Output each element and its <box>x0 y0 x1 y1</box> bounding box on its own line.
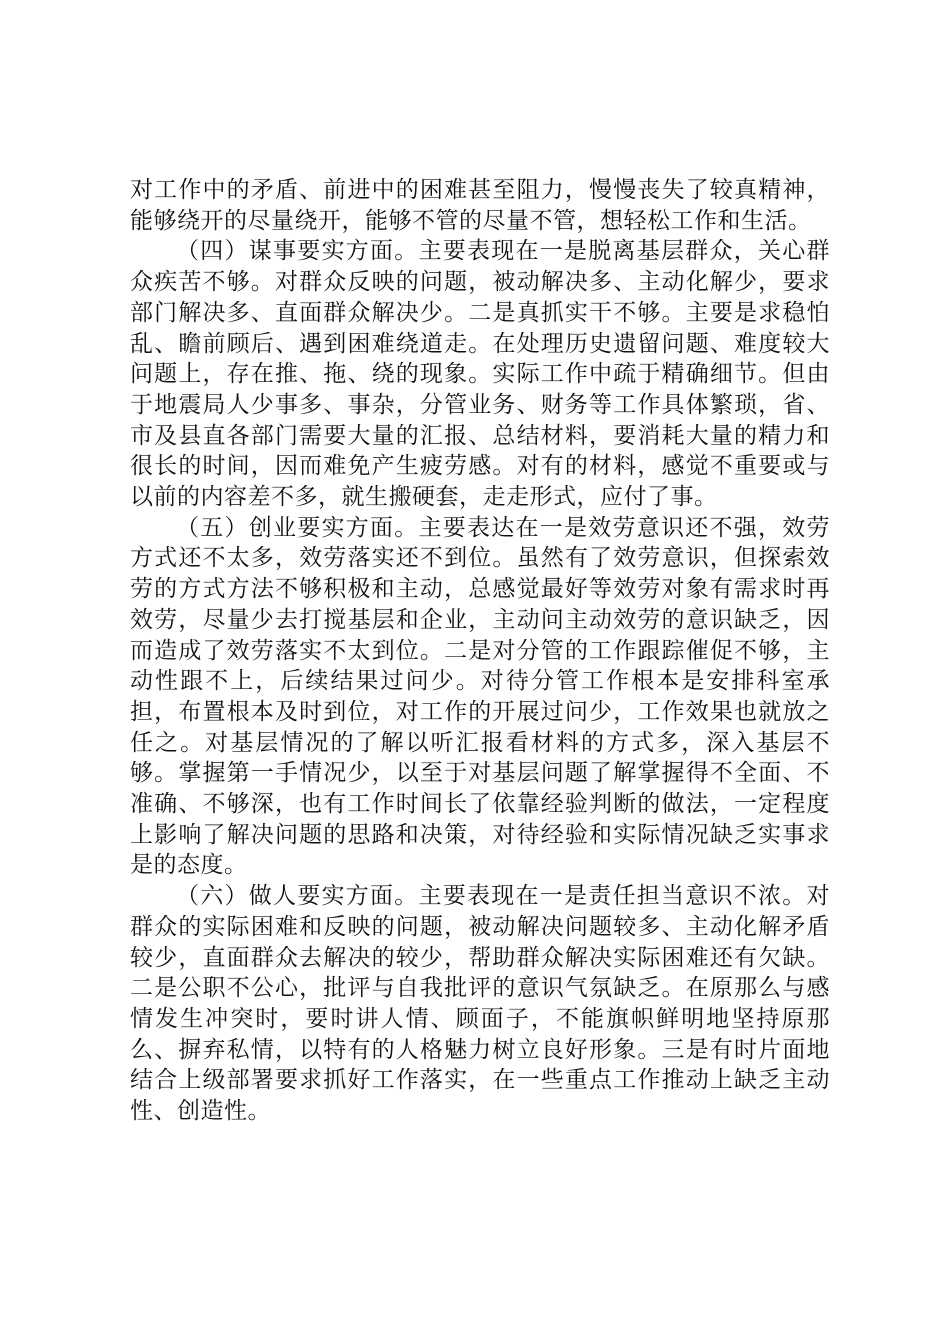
paragraph-continuation: 对工作中的矛盾、前进中的困难甚至阻力，慢慢丧失了较真精神，能够绕开的尽量绕开，能够不管的尽量不管，想轻松工作和生活。 <box>130 177 830 234</box>
document-body <box>130 175 830 1127</box>
paragraph-section-six: （六）做人要实方面。主要表现在一是责任担当意识不浓。对群众的实际困难和反映的问题，被动解决问题较多、主动化解矛盾较少，直面群众去解决的较少，帮助群众解决实际困难还有欠缺。二是公职不公心，批评与自我批评的意识气氛缺乏。在原那么与感情发生冲突时，要时讲人情、顾面子，不能旗帜鲜明地坚持原那么、摒弃私情，以特有的人格魅力树立良好形象。三是有时片面地结合上级部署要求抓好工作落实，在一些重点工作推动上缺乏主动性、创造性。 <box>130 883 830 1125</box>
paragraph-section-five: （五）创业要实方面。主要表达在一是效劳意识还不强，效劳方式还不太多，效劳落实还不到位。虽然有了效劳意识，但探索效劳的方式方法不够积极和主动，总感觉最好等效劳对象有需求时再效劳，尽量少去打搅基层和企业，主动问主动效劳的意识缺乏，因而造成了效劳落实不太到位。二是对分管的工作跟踪催促不够，主动性跟不上，后续结果过问少。对待分管工作根本是安排科室承担，布置根本及时到位，对工作的开展过问少，工作效果也就放之任之。对基层情况的了解以听汇报看材料的方式多，深入基层不够。掌握第一手情况少，以至于对基层问题了解掌握得不全面、不准确、不够深，也有工作时间长了依靠经验判断的做法，一定程度上影响了解决问题的思路和决策，对待经验和实际情况缺乏实事求是的态度。 <box>130 514 830 879</box>
paragraph-section-four: （四）谋事要实方面。主要表现在一是脱离基层群众，关心群众疾苦不够。对群众反映的问题，被动解决多、主动化解少，要求部门解决多、直面群众解决少。二是真抓实干不够。主要是求稳怕乱、瞻前顾后、遇到困难绕道走。在处理历史遗留问题、难度较大问题上，存在推、拖、绕的现象。实际工作中疏于精确细节。但由于地震局人少事多、事杂，分管业务、财务等工作具体繁琐，省、市及县直各部门需要大量的汇报、总结材料，要消耗大量的精力和很长的时间，因而难免产生疲劳感。对有的材料，感觉不重要或与以前的内容差不多，就生搬硬套，走走形式，应付了事。 <box>130 238 830 511</box>
